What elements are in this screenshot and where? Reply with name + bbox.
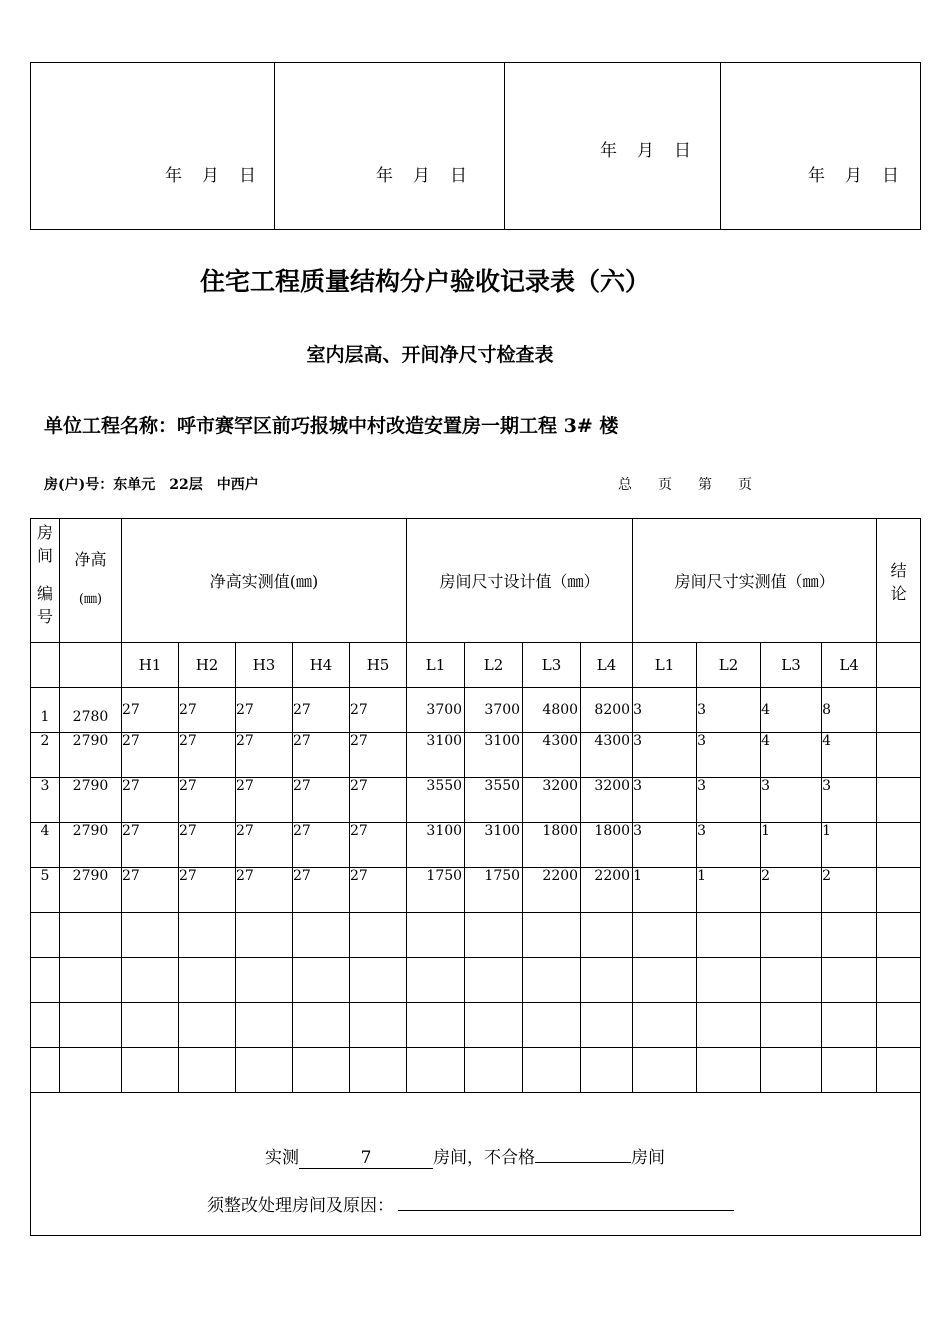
design-cell: 1750 <box>407 868 465 913</box>
signature-cell-2 <box>275 63 505 229</box>
measured-cell: 3 <box>697 733 761 778</box>
empty-cell <box>350 913 407 958</box>
measured-cell: 3 <box>697 688 761 733</box>
empty-cell <box>293 1003 350 1048</box>
h-cell: 27 <box>350 778 407 823</box>
room-no-cell: 5 <box>31 868 60 913</box>
h-cell: 27 <box>179 823 236 868</box>
measured-cell: 3 <box>633 778 697 823</box>
unit-project-name: 单位工程名称：呼市赛罕区前巧报城中村改造安置房一期工程 3# 楼 <box>44 415 619 437</box>
room-no-cell: 2 <box>31 733 60 778</box>
measured-cell: 3 <box>633 733 697 778</box>
date-line-3 <box>600 136 691 161</box>
measured-cell: 1 <box>633 868 697 913</box>
h-cell: 27 <box>179 733 236 778</box>
empty-table-row <box>31 1048 921 1093</box>
empty-cell <box>31 1048 60 1093</box>
measured-cell: 2 <box>822 868 877 913</box>
empty-table-row <box>31 913 921 958</box>
measured-summary-line <box>265 1143 665 1169</box>
empty-cell <box>581 1003 633 1048</box>
date-day-label: 日 <box>882 166 899 186</box>
empty-cell <box>60 913 122 958</box>
house-household: 中西户 <box>216 477 259 493</box>
height-cell: 2790 <box>60 868 122 913</box>
measured-cell: 4 <box>822 733 877 778</box>
room-no-cell: 3 <box>31 778 60 823</box>
header-char: 论 <box>890 584 907 603</box>
date-year-label: 年 <box>376 166 393 186</box>
h-cell: 27 <box>236 778 293 823</box>
height-cell: 2790 <box>60 733 122 778</box>
table-header-row <box>31 519 921 643</box>
subheader-cell: L2 <box>465 643 523 688</box>
page-total-label: 总 <box>618 477 632 493</box>
empty-cell <box>60 1003 122 1048</box>
design-cell: 3550 <box>465 778 523 823</box>
summary-cell <box>31 1093 921 1236</box>
page-nth-label: 第 <box>698 477 712 493</box>
subheader-cell: L4 <box>581 643 633 688</box>
design-size-header: 房间尺寸设计值（㎜） <box>407 519 633 643</box>
design-cell: 3200 <box>523 778 581 823</box>
measured-cell: 4 <box>761 733 822 778</box>
empty-cell <box>465 1048 523 1093</box>
empty-table-row <box>31 958 921 1003</box>
date-line-2 <box>376 161 467 186</box>
empty-cell <box>179 958 236 1003</box>
empty-cell <box>465 913 523 958</box>
design-cell: 3700 <box>465 688 523 733</box>
empty-cell <box>293 958 350 1003</box>
h-cell: 27 <box>122 733 179 778</box>
subheader-cell <box>60 643 122 688</box>
h-cell: 27 <box>293 733 350 778</box>
header-char-spacer <box>31 567 59 582</box>
table-row <box>31 778 921 823</box>
empty-cell <box>877 913 921 958</box>
height-cell: 2790 <box>60 823 122 868</box>
empty-cell <box>822 913 877 958</box>
empty-cell <box>822 958 877 1003</box>
empty-cell <box>236 958 293 1003</box>
h-cell: 27 <box>236 823 293 868</box>
design-cell: 1750 <box>465 868 523 913</box>
measured-cell: 1 <box>697 868 761 913</box>
house-unit: 东单元 <box>113 477 156 493</box>
empty-cell <box>523 913 581 958</box>
empty-cell <box>633 958 697 1003</box>
subheader-cell: L3 <box>523 643 581 688</box>
h-cell: 27 <box>293 868 350 913</box>
measured-prefix: 实测 <box>265 1148 299 1168</box>
empty-cell <box>633 1048 697 1093</box>
design-cell: 4300 <box>523 733 581 778</box>
subheader-cell: L1 <box>407 643 465 688</box>
date-year-label: 年 <box>165 166 182 186</box>
empty-cell <box>761 1003 822 1048</box>
signature-cell-1 <box>31 63 275 229</box>
design-cell: 2200 <box>581 868 633 913</box>
rectify-line <box>207 1191 734 1216</box>
signature-date-box <box>30 62 921 230</box>
h-cell: 27 <box>293 823 350 868</box>
design-cell: 3100 <box>465 823 523 868</box>
date-month-label: 月 <box>413 166 430 186</box>
design-cell: 2200 <box>523 868 581 913</box>
design-cell: 1800 <box>581 823 633 868</box>
design-cell: 3700 <box>407 688 465 733</box>
signature-cell-4 <box>721 63 920 229</box>
date-month-label: 月 <box>637 141 654 161</box>
empty-cell <box>465 958 523 1003</box>
h-cell: 27 <box>350 823 407 868</box>
date-day-label: 日 <box>674 141 691 161</box>
height-cell: 2780 <box>60 688 122 733</box>
empty-cell <box>877 1003 921 1048</box>
measured-cell: 2 <box>761 868 822 913</box>
subheader-cell: H1 <box>122 643 179 688</box>
empty-cell <box>122 1048 179 1093</box>
table-row <box>31 823 921 868</box>
unqualified-label: 房间，不合格 <box>433 1148 535 1168</box>
design-cell: 3100 <box>407 823 465 868</box>
form-subtitle: 室内层高、开间净尺寸检查表 <box>306 344 554 366</box>
empty-cell <box>523 1003 581 1048</box>
empty-cell <box>407 1003 465 1048</box>
empty-cell <box>407 913 465 958</box>
h-cell: 27 <box>236 868 293 913</box>
h-cell: 27 <box>350 868 407 913</box>
date-day-label: 日 <box>239 166 256 186</box>
height-header-label: 净高 <box>74 550 107 569</box>
h-cell: 27 <box>350 688 407 733</box>
empty-cell <box>31 958 60 1003</box>
table-row <box>31 688 921 733</box>
empty-cell <box>581 1048 633 1093</box>
signature-cell-3 <box>505 63 721 229</box>
header-char: 号 <box>36 607 53 626</box>
height-header <box>60 519 122 643</box>
height-measured-header: 净高实测值(㎜) <box>122 519 407 643</box>
empty-cell <box>293 913 350 958</box>
header-char: 编 <box>36 584 53 603</box>
empty-table-row <box>31 1003 921 1048</box>
date-line-4 <box>808 161 899 186</box>
empty-cell <box>236 1003 293 1048</box>
h-cell: 27 <box>179 868 236 913</box>
empty-cell <box>633 1003 697 1048</box>
date-day-label: 日 <box>450 166 467 186</box>
measured-cell: 4 <box>761 688 822 733</box>
empty-cell <box>581 913 633 958</box>
h-cell: 27 <box>179 778 236 823</box>
subheader-cell: L3 <box>761 643 822 688</box>
measured-cell: 3 <box>697 823 761 868</box>
empty-cell <box>350 1003 407 1048</box>
empty-cell <box>877 958 921 1003</box>
table-subheader-row <box>31 643 921 688</box>
empty-cell <box>761 958 822 1003</box>
h-cell: 27 <box>122 778 179 823</box>
design-cell: 4300 <box>581 733 633 778</box>
subheader-cell <box>877 643 921 688</box>
subheader-cell: L2 <box>697 643 761 688</box>
measured-size-header: 房间尺寸实测值（㎜） <box>633 519 877 643</box>
empty-cell <box>581 958 633 1003</box>
conclusion-cell <box>877 868 921 913</box>
empty-cell <box>60 958 122 1003</box>
empty-cell <box>350 958 407 1003</box>
measured-cell: 3 <box>633 823 697 868</box>
design-cell: 3550 <box>407 778 465 823</box>
h-cell: 27 <box>122 688 179 733</box>
measured-cell: 3 <box>761 778 822 823</box>
date-month-label: 月 <box>202 166 219 186</box>
subheader-cell: H3 <box>236 643 293 688</box>
room-no-cell: 1 <box>31 688 60 733</box>
design-cell: 8200 <box>581 688 633 733</box>
height-header-unit: (㎜) <box>78 592 103 607</box>
empty-cell <box>31 913 60 958</box>
h-cell: 27 <box>179 688 236 733</box>
date-month-label: 月 <box>845 166 862 186</box>
empty-cell <box>236 913 293 958</box>
h-cell: 27 <box>293 778 350 823</box>
design-cell: 3100 <box>465 733 523 778</box>
inspection-table <box>30 518 921 1236</box>
room-no-cell: 4 <box>31 823 60 868</box>
h-cell: 27 <box>293 688 350 733</box>
empty-cell <box>761 1048 822 1093</box>
empty-cell <box>465 1003 523 1048</box>
empty-cell <box>697 1003 761 1048</box>
empty-cell <box>31 1003 60 1048</box>
empty-cell <box>761 913 822 958</box>
measured-cell: 3 <box>633 688 697 733</box>
h-cell: 27 <box>350 733 407 778</box>
empty-cell <box>60 1048 122 1093</box>
measured-cell: 3 <box>822 778 877 823</box>
empty-cell <box>697 913 761 958</box>
subheader-cell <box>31 643 60 688</box>
table-row <box>31 868 921 913</box>
empty-cell <box>293 1048 350 1093</box>
subheader-cell: H2 <box>179 643 236 688</box>
page-label: 页 <box>658 477 672 493</box>
rectify-field <box>398 1210 734 1211</box>
measured-cell: 1 <box>761 823 822 868</box>
empty-cell <box>350 1048 407 1093</box>
empty-cell <box>697 1048 761 1093</box>
date-line-1 <box>165 161 256 186</box>
empty-cell <box>697 958 761 1003</box>
conclusion-cell <box>877 778 921 823</box>
height-cell: 2790 <box>60 778 122 823</box>
design-cell: 1800 <box>523 823 581 868</box>
conclusion-cell <box>877 733 921 778</box>
date-year-label: 年 <box>808 166 825 186</box>
empty-cell <box>523 1048 581 1093</box>
empty-cell <box>822 1003 877 1048</box>
subheader-cell: L1 <box>633 643 697 688</box>
subheader-cell: L4 <box>822 643 877 688</box>
measured-cell: 3 <box>697 778 761 823</box>
empty-cell <box>179 1048 236 1093</box>
header-char: 房 <box>36 523 53 542</box>
page-info <box>618 474 778 494</box>
form-title: 住宅工程质量结构分户验收记录表（六） <box>199 267 650 296</box>
empty-cell <box>179 1003 236 1048</box>
conclusion-cell <box>877 688 921 733</box>
empty-cell <box>523 958 581 1003</box>
h-cell: 27 <box>236 688 293 733</box>
conclusion-cell <box>877 823 921 868</box>
house-number-label: 房(户)号： <box>44 477 114 493</box>
conclusion-header <box>877 519 921 643</box>
date-year-label: 年 <box>600 141 617 161</box>
measured-cell: 1 <box>822 823 877 868</box>
empty-cell <box>122 958 179 1003</box>
measured-cell: 8 <box>822 688 877 733</box>
design-cell: 4800 <box>523 688 581 733</box>
page-label-2: 页 <box>738 477 752 493</box>
table-row <box>31 733 921 778</box>
measured-count-field: 7 <box>299 1148 433 1169</box>
design-cell: 3100 <box>407 733 465 778</box>
rooms-suffix: 房间 <box>631 1148 665 1168</box>
table-footer-row <box>31 1093 921 1236</box>
rectify-label: 须整改处理房间及原因： <box>207 1196 394 1216</box>
room-number-header <box>31 519 60 643</box>
design-cell: 3200 <box>581 778 633 823</box>
subheader-cell: H4 <box>293 643 350 688</box>
header-char: 间 <box>36 546 53 565</box>
empty-cell <box>236 1048 293 1093</box>
empty-cell <box>633 913 697 958</box>
empty-cell <box>122 913 179 958</box>
house-floor: 22层 <box>169 477 203 493</box>
empty-cell <box>822 1048 877 1093</box>
empty-cell <box>877 1048 921 1093</box>
h-cell: 27 <box>122 823 179 868</box>
house-number <box>44 474 273 494</box>
empty-cell <box>122 1003 179 1048</box>
h-cell: 27 <box>236 733 293 778</box>
header-char: 结 <box>890 561 907 580</box>
empty-cell <box>179 913 236 958</box>
subheader-cell: H5 <box>350 643 407 688</box>
unqualified-count-field <box>535 1162 631 1163</box>
h-cell: 27 <box>122 868 179 913</box>
empty-cell <box>407 958 465 1003</box>
empty-cell <box>407 1048 465 1093</box>
